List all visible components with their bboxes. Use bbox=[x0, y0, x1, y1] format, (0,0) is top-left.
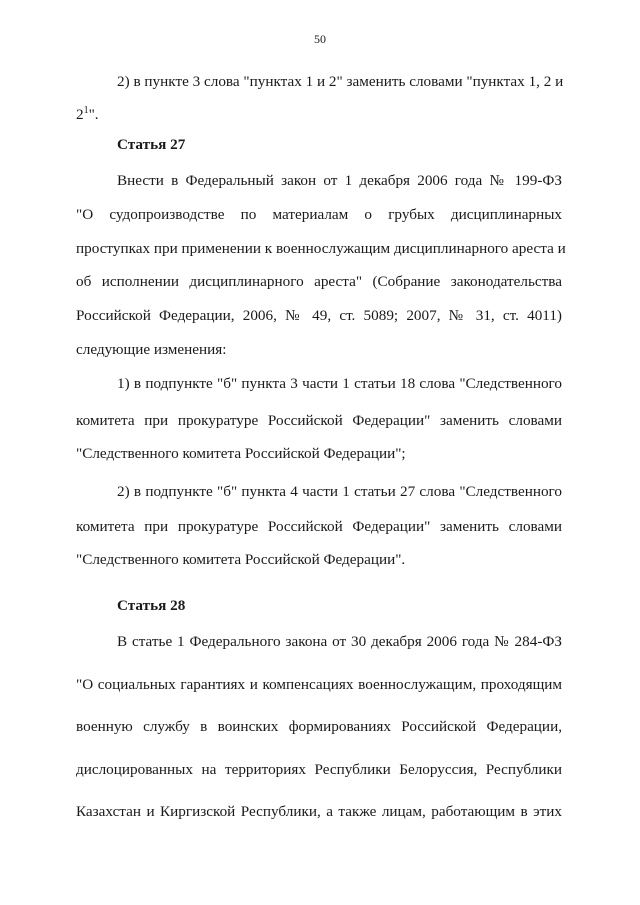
paragraph-line: "О социальных гарантиях и компенсациях военнослужащим, проходящим bbox=[76, 676, 562, 693]
article-28-heading: Статья 28 bbox=[117, 597, 186, 614]
list-item-line: 2) в подпункте "б" пункта 4 части 1 статьи 27 слова "Следственного bbox=[117, 483, 562, 500]
text-fragment: 2 bbox=[76, 106, 84, 123]
paragraph-line: проступках при применении к военнослужащим дисциплинарного ареста и bbox=[76, 240, 566, 257]
paragraph-line bbox=[76, 106, 99, 124]
page-number: 50 bbox=[314, 32, 326, 46]
text-fragment: ". bbox=[88, 106, 99, 123]
paragraph-line: военную службу в воинских формированиях Российской Федерации, bbox=[76, 718, 562, 735]
paragraph-line: 2) в пункте 3 слова "пунктах 1 и 2" заменить словами "пунктах 1, 2 и bbox=[117, 73, 564, 90]
list-item-line: комитета при прокуратуре Российской Федерации" заменить словами bbox=[76, 412, 562, 429]
list-item-line: "Следственного комитета Российской Федерации"; bbox=[76, 445, 406, 462]
paragraph-line: Российской Федерации, 2006, № 49, ст. 5089; 2007, № 31, ст. 4011) bbox=[76, 307, 562, 324]
paragraph-line: следующие изменения: bbox=[76, 341, 227, 358]
paragraph-line: В статье 1 Федерального закона от 30 декабря 2006 года № 284-ФЗ bbox=[117, 633, 562, 650]
list-item-line: 1) в подпункте "б" пункта 3 части 1 статьи 18 слова "Следственного bbox=[117, 375, 562, 392]
paragraph-line: Казахстан и Киргизской Республики, а также лицам, работающим в этих bbox=[76, 803, 562, 820]
list-item-line: "Следственного комитета Российской Федерации". bbox=[76, 551, 406, 568]
superscript: 1 bbox=[83, 105, 89, 116]
article-27-heading: Статья 27 bbox=[117, 136, 186, 153]
paragraph-line: об исполнении дисциплинарного ареста" (Собрание законодательства bbox=[76, 273, 562, 290]
list-item-line: комитета при прокуратуре Российской Федерации" заменить словами bbox=[76, 518, 562, 535]
paragraph-line: Внести в Федеральный закон от 1 декабря 2006 года № 199-ФЗ bbox=[117, 172, 562, 189]
paragraph-line: "О судопроизводстве по материалам о грубых дисциплинарных bbox=[76, 206, 562, 223]
paragraph-line: дислоцированных на территориях Республики Белоруссия, Республики bbox=[76, 761, 562, 778]
